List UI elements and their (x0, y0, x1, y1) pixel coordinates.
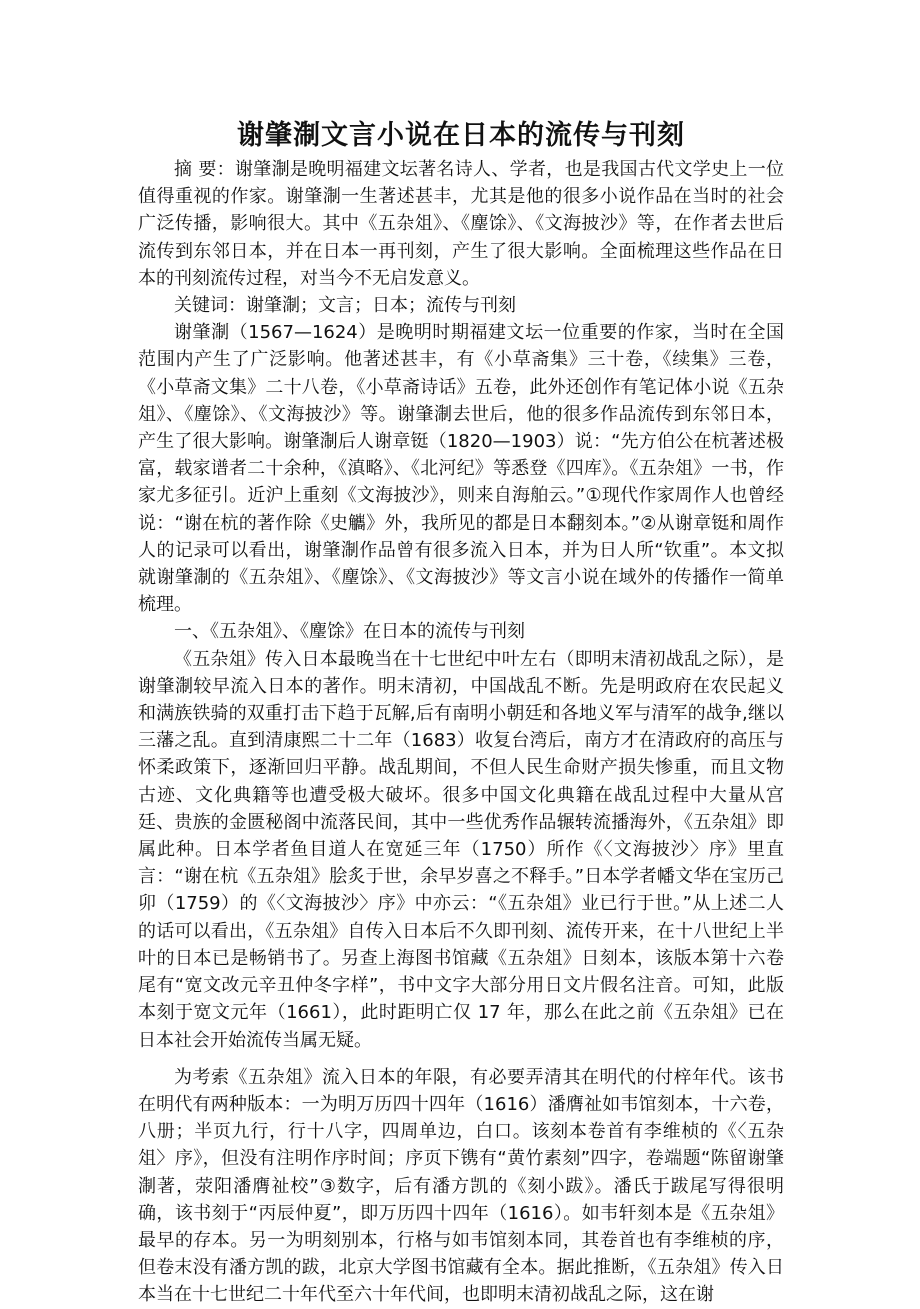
body-paragraph: 《五杂俎》传入日本最晚当在十七世纪中叶左右（即明末清初战乱之际），是谢肇淛较早流入日本的著作。明末清初，中国战乱不断。先是明政府在农民起义和满族铁骑的双重打击下趋于瓦解,后有南明小朝廷和各地义军与清军的战争,继以三藩之乱。直到清康熙二十二年（1683）收复台湾后，南方才在清政府的高压与怀柔政策下，逐渐回归平静。战乱期间，不但人民生命财产损失惨重，而且文物古迹、文化典籍等也遭受极大破坏。很多中国文化典籍在战乱过程中大量从宫廷、贵族的金匮秘阁中流落民间，其中一些优秀作品辗转流播海外，《五杂俎》即属此种。日本学者鱼目道人在宽延三年（1750）所作《〈文海披沙〉序》里直言：“谢在杭《五杂俎》脍炙于世，余早岁喜之不释手。”日本学者幡文华在宝历己卯（1759）的《〈文海披沙〉序》中亦云：“《五杂俎》业已行于世。”从上述二人的话可以看出，《五杂俎》自传入日本后不久即刊刻、流传开来，在十八世纪上半叶的日本已是畅销书了。另查上海图书馆藏《五杂俎》日刻本，该版本第十六卷尾有“宽文改元辛丑仲冬字样”，书中文字大部分用日文片假名注音。可知，此版本刻于宽文元年（1661），此时距明亡仅 17 年，那么在此之前《五杂俎》已在日本社会开始流传当属无疑。 (138, 648, 784, 1051)
document-page (138, 118, 784, 1309)
keywords-line: 关键词：谢肇淛；文言；日本；流传与刊刻 (174, 295, 516, 317)
abstract-paragraph: 摘 要：谢肇淛是晚明福建文坛著名诗人、学者，也是我国古代文学史上一位值得重视的作家。谢肇淛一生著述甚丰，尤其是他的很多小说作品在当时的社会广泛传播，影响很大。其中《五杂俎》、《麈馀》、《文海披沙》等，在作者去世后流传到东邻日本，并在日本一再刊刻，产生了很大影响。全面梳理这些作品在日本的刊刻流传过程，对当今不无启发意义。 (138, 159, 784, 289)
intro-paragraph: 谢肇淛（1567—1624）是晚明时期福建文坛一位重要的作家，当时在全国范围内产生了广泛影响。他著述甚丰，有《小草斋集》三十卷，《续集》三卷，《小草斋文集》二十八卷，《小草斋诗话》五卷，此外还创作有笔记体小说《五杂俎》、《麈馀》、《文海披沙》等。谢肇淛去世后，他的很多作品流传到东邻日本，产生了很大影响。谢肇淛后人谢章铤（1820—1903）说：“先方伯公在杭著述极富，载家谱者二十余种，《滇略》、《北河纪》等悉登《四库》。《五杂俎》一书，作家尤多征引。近沪上重刻《文海披沙》，则来自海舶云。”①现代作家周作人也曾经说：“谢在杭的著作除《史觿》外，我所见的都是日本翻刻本。”②从谢章铤和周作人的记录可以看出，谢肇淛作品曾有很多流入日本，并为日人所“钦重”。本文拟就谢肇淛的《五杂俎》、《麈馀》、《文海披沙》等文言小说在域外的传播作一简单梳理。 (138, 322, 784, 616)
body-paragraph: 为考索《五杂俎》流入日本的年限，有必要弄清其在明代的付梓年代。该书在明代有两种版本：一为明万历四十四年（1616）潘膺祉如韦馆刻本，十六卷，八册；半页九行，行十八字，四周单边，白口。该刻本卷首有李维桢的《〈五杂俎〉序》，但没有注明作序时间；序页下镌有“黄竹素刻”四字，卷端题“陈留谢肇淛著，荥阳潘膺祉校”③数字，后有潘方凯的《刻小跋》。潘氏于跋尾写得很明确，该书刻于“丙辰仲夏”，即万历四十四年（1616）。如韦轩刻本是《五杂俎》最早的存本。另一为明刻别本，行格与如韦馆刻本同，其卷首也有李维桢的序，但卷末没有潘方凯的跋，北京大学图书馆藏有全本。据此推断，《五杂俎》传入日本当在十七世纪二十年代至六十年代间，也即明末清初战乱之际，这在谢 (138, 1066, 784, 1306)
article-title: 谢肇淛文言小说在日本的流传与刊刻 (237, 120, 685, 151)
section-heading: 一、《五杂俎》、《麈馀》在日本的流传与刊刻 (174, 621, 525, 643)
